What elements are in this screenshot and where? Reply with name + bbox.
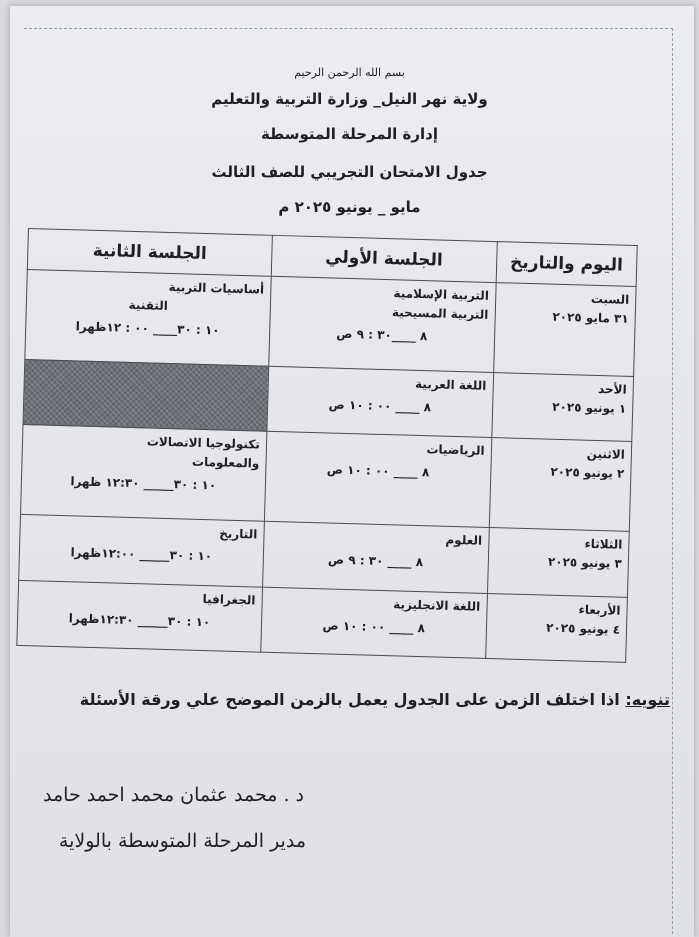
day-name: السبت [590,291,630,307]
session-time: ١٠ : ٣٠_____ ١٢:٠٠ظهرا [70,545,213,564]
signatory-name: د . محمد عثمان محمد احمد حامد [43,784,304,806]
session-2-cell [20,425,266,522]
session-1-cell [269,276,496,372]
subject-line: اللغة العربية [414,376,487,393]
session-2-cell [17,580,263,652]
notice [40,690,670,709]
notice-label: تنويه: [625,690,670,709]
day-date: ٣ يونيو ٢٠٢٥ [547,554,623,571]
subject-line: التربية المسيحية [391,305,489,322]
table-row [20,425,631,532]
session-time: ٨ ____٣٠ : ٩ ص [336,326,428,344]
subject-line: تكنولوجيا الاتصالات [146,434,261,452]
subject-line: والمعلومات [191,454,260,471]
subject-line: اللغة الانجليزية [393,596,481,614]
day-date: ٤ يونيو ٢٠٢٥ [545,620,621,637]
session-time: ١٠ : ٣٠____ ٠٠ : ١٢ظهرا [75,319,220,338]
day-date: ٣١ مايو ٢٠٢٥ [552,309,629,326]
day-cell [485,593,627,662]
day-date: ١ يونيو ٢٠٢٥ [552,399,627,416]
signatory-title: مدير المرحلة المتوسطة بالولاية [58,830,306,852]
subject-line: العلوم [445,532,483,548]
header-session-2: الجلسة الثانية [27,229,272,277]
subject-line: أساسيات التربية [168,279,265,297]
session-time: ٨ ____ ٠٠ : ١٠ ص [326,462,430,480]
header-day-date: اليوم والتاريخ [496,242,637,287]
no-exam-cell [23,359,269,431]
day-cell [491,372,633,441]
session-2-cell [19,514,265,586]
session-1-cell [262,521,489,593]
day-name: الاثنين [586,446,626,463]
session-time: ١٠ : ٣٠_____ ١٢:٣٠ ظهرا [70,474,217,493]
session-time: ٨ ____ ٠٠ : ١٠ ص [322,617,426,635]
session-1-cell [261,587,488,659]
session-time: ٨ ____ ٠٠ : ١٠ ص [328,397,432,415]
session-time: ١٠ : ٣٠_____ ١٢:٣٠ظهرا [68,610,211,629]
day-name: الأربعاء [578,602,621,618]
session-2-cell [25,269,271,366]
day-date: ٢ يونيو ٢٠٢٥ [550,464,625,482]
day-name: الثلاثاء [584,536,623,552]
notice-text: اذا اختلف الزمن على الجدول يعمل بالزمن الموضح علي ورقة الأسئلة [79,690,626,709]
ministry-title: ولاية نهر النيل_ وزارة التربية والتعليم [211,90,488,108]
schedule-table-wrapper [16,228,637,663]
session-1-cell [267,366,494,438]
subject-line: التربية الإسلامية [393,286,490,303]
day-cell [487,528,629,597]
exam-title: جدول الامتحان التجريبي للصف الثالث [211,163,488,181]
session-time: ٨ ____ ٣٠ : ٩ ص [327,552,424,570]
day-cell [489,438,632,532]
basmala: بسم الله الرحمن الرحيم [294,66,405,79]
subject-line: التقنية [128,297,169,313]
header-session-1: الجلسة الأولي [271,235,497,282]
day-name: الأحد [597,381,627,397]
exam-period: مايو _ يونيو ٢٠٢٥ م [278,198,421,216]
subject-line: التاريخ [219,526,258,542]
subject-line: الرياضيات [426,442,485,459]
administration-title: إدارة المرحلة المتوسطة [261,125,438,143]
day-cell [493,283,636,377]
subject-line: الجغرافيا [202,591,256,608]
schedule-table [16,228,637,663]
session-1-cell [264,432,491,528]
table-row [25,269,636,376]
